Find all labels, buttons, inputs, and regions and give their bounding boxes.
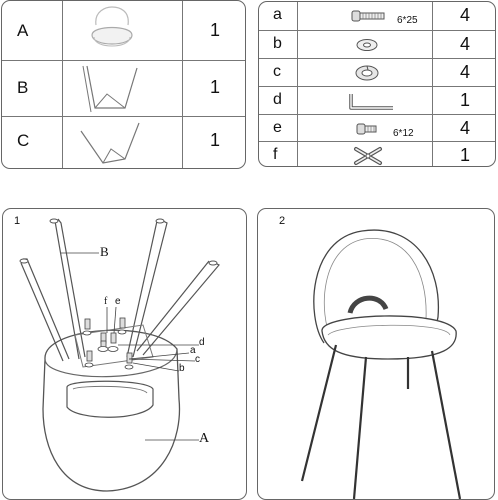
bolt-icon (351, 9, 387, 23)
step-number: 2 (279, 215, 286, 227)
callout-label: b (179, 363, 185, 374)
hardware-qty: 1 (459, 90, 470, 110)
front-legs-frame-icon (77, 119, 147, 169)
hardware-letter: e (273, 119, 282, 136)
step1-panel (2, 208, 247, 500)
hardware-qty: 4 (459, 118, 470, 138)
hardware-row-c (259, 58, 495, 86)
part-row-c (2, 116, 245, 169)
callout-label: e (115, 296, 121, 307)
hardware-size: 6*25 (397, 15, 418, 26)
flat-washer-icon (355, 38, 379, 52)
hardware-row-b (259, 30, 495, 58)
hardware-qty: 1 (459, 145, 470, 165)
hardware-qty: 4 (459, 62, 470, 82)
part-qty: 1 (209, 20, 220, 40)
part-qty: 1 (209, 77, 220, 97)
hardware-letter: a (273, 6, 282, 23)
part-qty: 1 (209, 130, 220, 150)
chair-seat-icon (82, 5, 142, 55)
allen-key-icon (349, 92, 395, 112)
callout-label: B (100, 244, 109, 259)
callout-label: c (195, 354, 200, 365)
callout-label: d (199, 337, 205, 348)
spring-washer-icon (354, 64, 380, 82)
hardware-list-panel (258, 1, 496, 167)
part-letter: C (17, 131, 30, 150)
hardware-row-f (259, 141, 495, 167)
hardware-letter: c (273, 63, 281, 80)
hardware-qty: 4 (459, 5, 470, 25)
callout-label: A (199, 431, 210, 446)
hardware-row-a (259, 2, 495, 30)
hardware-row-e (259, 114, 495, 141)
part-letter: B (17, 78, 29, 97)
parts-list-panel (1, 0, 246, 169)
short-bolt-icon (356, 122, 378, 136)
cross-bracket-icon (353, 146, 383, 166)
part-letter: A (17, 21, 29, 40)
part-row-a (2, 1, 245, 60)
hardware-size: 6*12 (393, 128, 414, 139)
hardware-row-d (259, 86, 495, 114)
hardware-letter: b (273, 35, 282, 52)
assembled-chair-illustration (258, 209, 495, 500)
callout-label: a (190, 345, 196, 356)
part-row-b (2, 60, 245, 116)
callout-label: f (104, 296, 108, 307)
hardware-letter: d (273, 91, 282, 108)
step-number: 1 (14, 215, 21, 227)
step1-assembly-illustration (3, 209, 247, 500)
back-legs-frame-icon (77, 64, 147, 114)
hardware-qty: 4 (459, 34, 470, 54)
step2-panel (257, 208, 495, 500)
hardware-letter: f (273, 146, 278, 163)
